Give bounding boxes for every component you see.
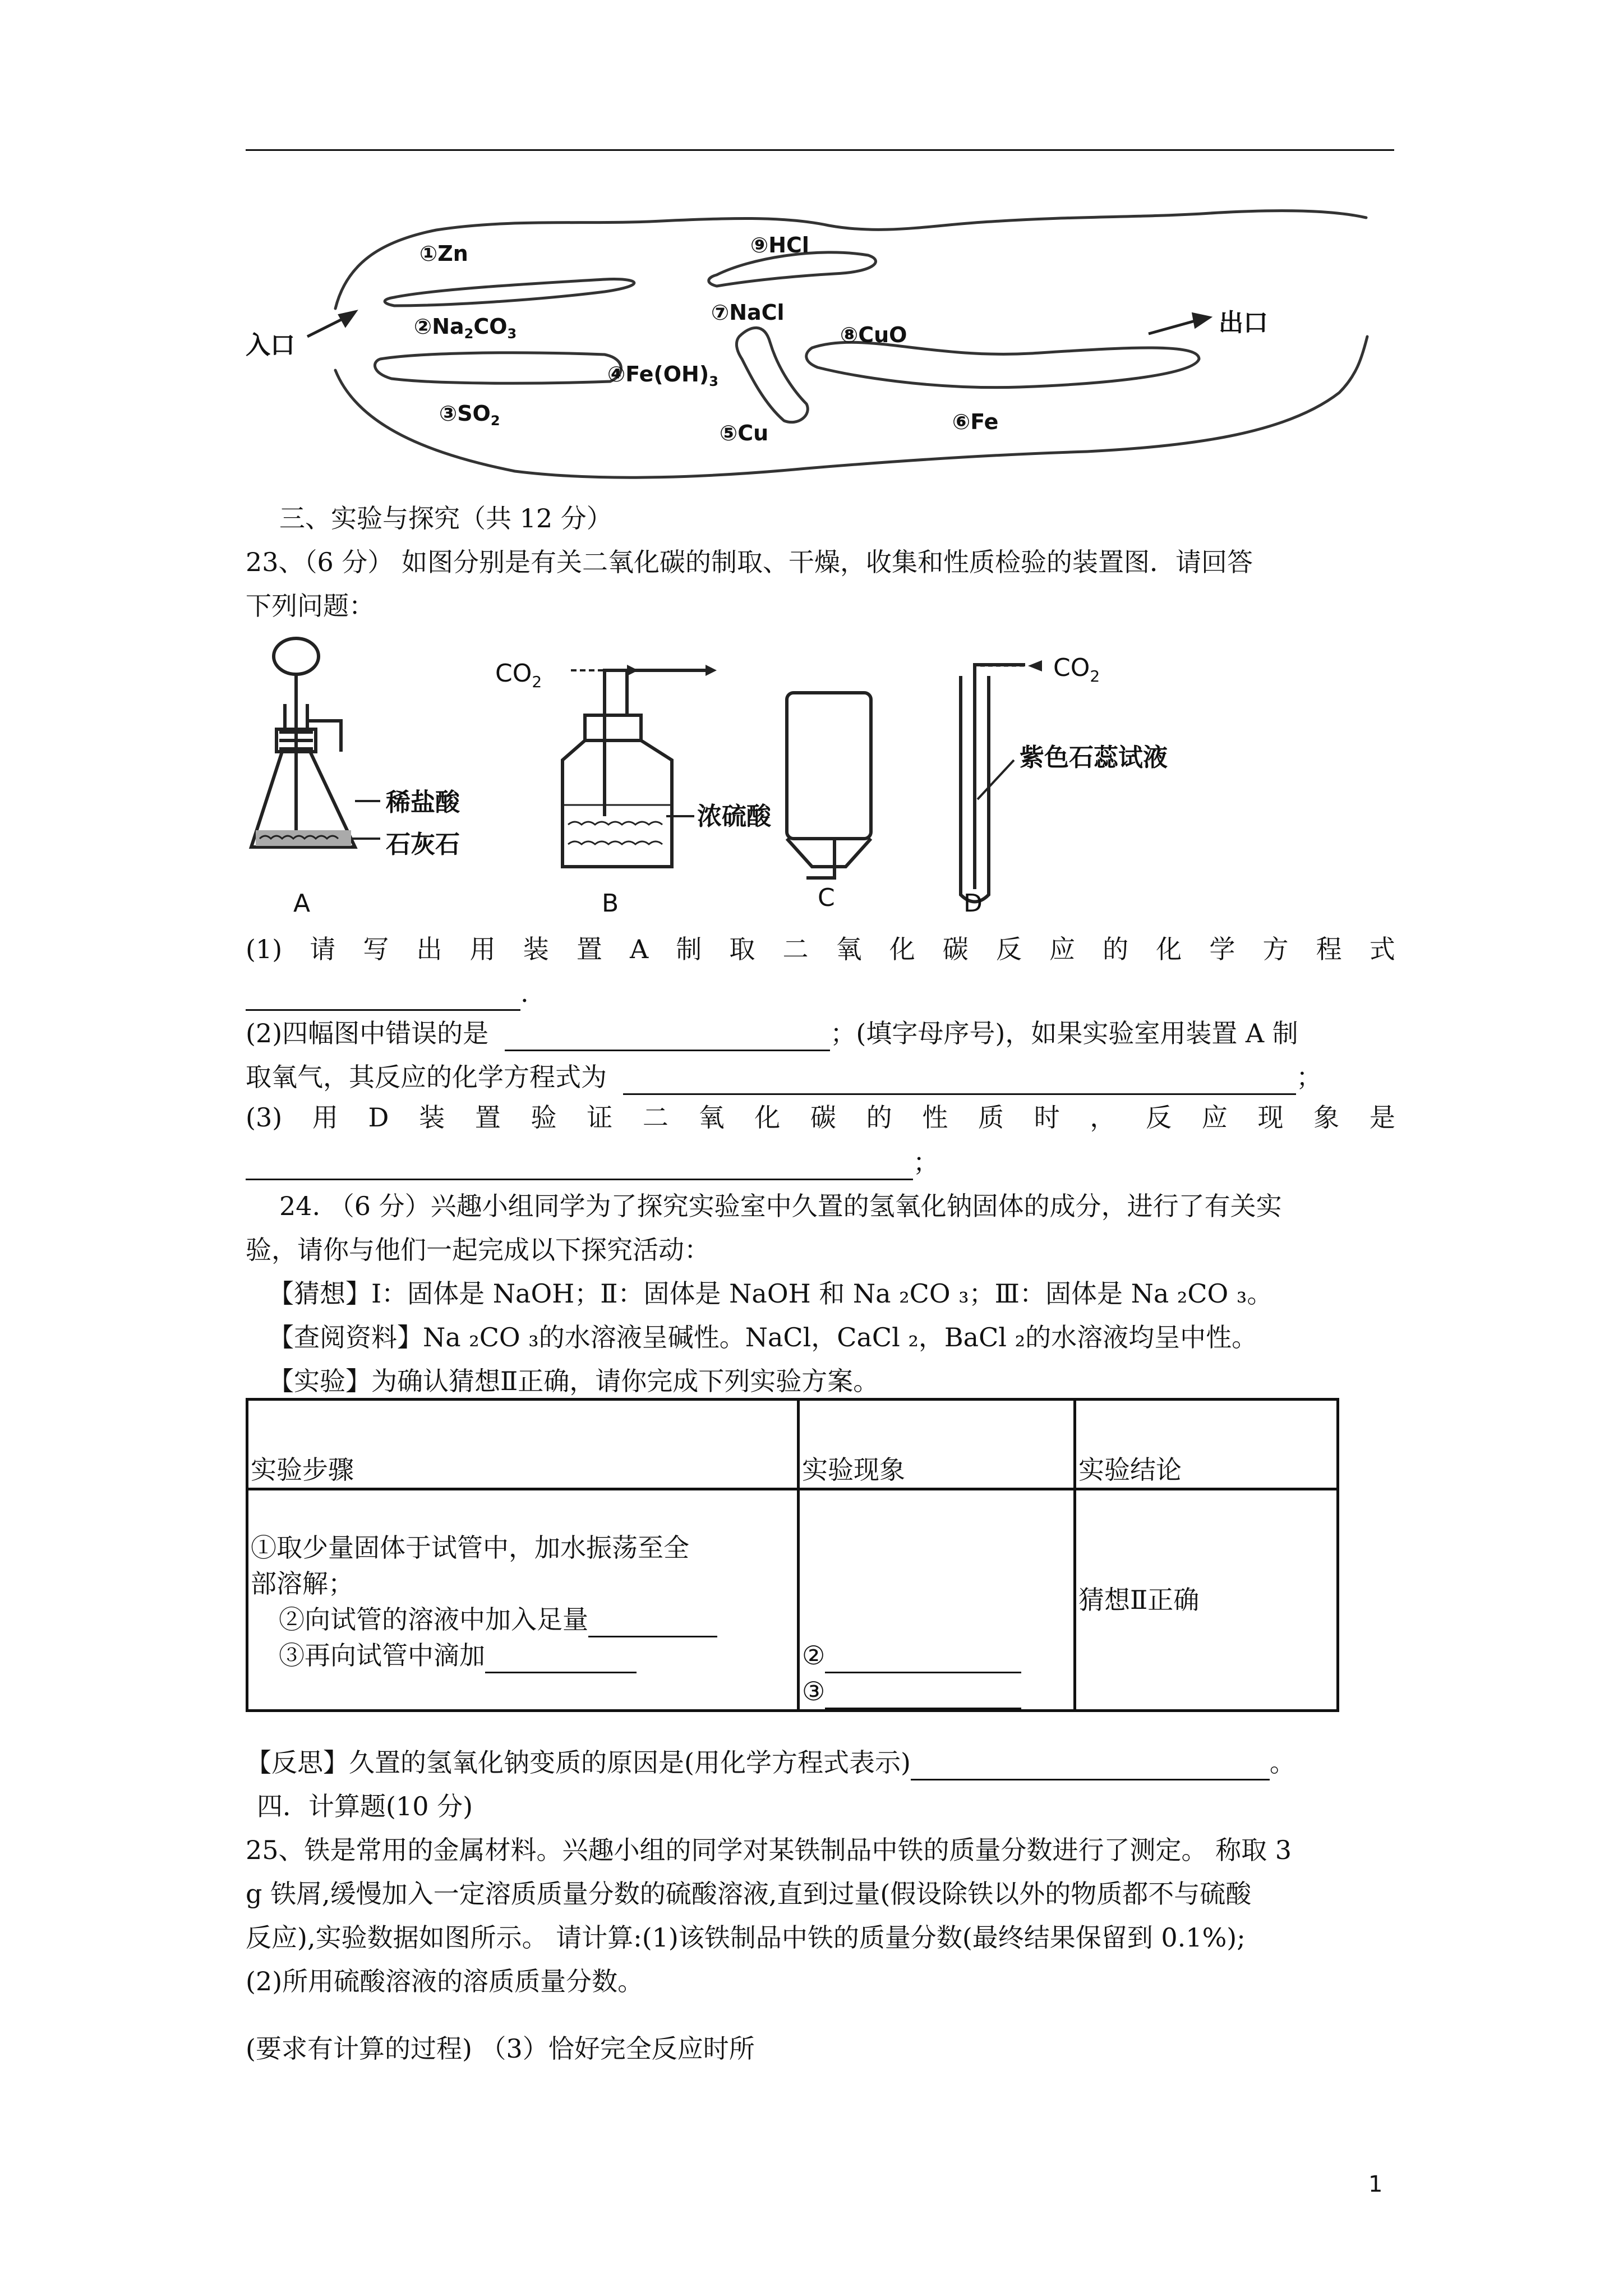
q23-part1-line: (1) 请 写 出 用 装 置 A 制 取 二 氧 化 碳 反 应 的 化 学 方 程 式 [246,934,1395,964]
label-acid: 稀盐酸 [386,788,460,817]
table-cell-observations: ② ③ [799,1489,1075,1711]
section4-title: 四．计算题(10 分) [257,1791,473,1821]
maze-item-8: ⑧CuO [840,323,907,347]
maze-outer-top [335,211,1366,309]
table-header-steps: 实验步骤 [247,1400,799,1489]
table-header-observations: 实验现象 [799,1400,1075,1489]
answer-blank-2[interactable] [505,1022,830,1051]
table-cell-steps: ①取少量固体于试管中，加水振荡至全 部溶解； ②向试管的溶液中加入足量 ③再向试管中滴加 [247,1489,799,1711]
q24-info: 【查阅资料】Na ₂CO ₃的水溶液呈碱性。NaCl，CaCl ₂，BaCl ₂的水溶液均呈中性。 [268,1322,1258,1352]
answer-blank-3[interactable] [623,1065,1296,1095]
page-number: 1 [1368,2171,1383,2197]
maze-exit-label: 出口 [1219,309,1268,337]
table-cell-conclusion: 猜想Ⅱ正确 [1075,1489,1338,1711]
q24-guess: 【猜想】Ⅰ：固体是 NaOH；Ⅱ：固体是 NaOH 和 Na ₂CO ₃；Ⅲ：固体是 Na ₂CO ₃。 [268,1278,1273,1309]
q23-part2-line2: 取氧气，其反应的化学方程式为 ； [246,1059,1322,1095]
answer-blank-7[interactable] [825,1644,1021,1673]
answer-blank-5[interactable] [588,1608,717,1637]
q24-reflect: 【反思】久置的氢氧化钠变质的原因是(用化学方程式表示) 。 [246,1745,1295,1780]
entrance-arrow-line [307,317,347,337]
answer-blank-6[interactable] [485,1644,637,1673]
maze-item-1: ①Zn [419,241,468,266]
exit-arrow-head [1193,314,1209,326]
maze-item-9: ⑨HCl [750,233,809,257]
maze-item-4: $④Fe(OH)_3$ [607,362,718,389]
label-b-co2: $CO_2$ [495,659,542,691]
apparatus-c [787,693,871,878]
experiment-table [246,1398,1339,1712]
q24-line2: 验，请你与他们一起完成以下探究活动： [246,1235,710,1265]
maze-entrance-label: 入口 [246,331,295,360]
label-h2so4: 浓硫酸 [697,802,771,831]
q23-part3-line: (3) 用 D 装 置 验 证 二 氧 化 碳 的 性 质 时 ， 反 应 现 象 是 [246,1102,1395,1133]
q25-line2: g 铁屑,缓慢加入一定溶质质量分数的硫酸溶液,直到过量(假设除铁以外的物质都不与硫酸 [246,1879,1252,1909]
answer-blank-4[interactable] [246,1151,913,1180]
q23-part3-answer-line: ； [246,1144,939,1180]
section3-title: 三、实验与探究（共 12 分） [279,503,612,533]
q23-intro-line1: 23、（6 分） 如图分别是有关二氧化碳的制取、干燥，收集和性质检验的装置图．请回答 [246,547,1253,577]
q25-line4: (2)所用硫酸溶液的溶质质量分数。 [246,1966,644,1996]
answer-blank-1[interactable] [246,981,520,1011]
b-inlet-arrow [627,665,638,676]
maze-figure [246,191,1423,494]
maze-item-3: $③SO_2$ [439,401,500,429]
answer-blank-8[interactable] [825,1680,1021,1709]
answer-blank-9[interactable] [911,1751,1270,1780]
label-d-co2: $CO_2$ [1053,654,1100,685]
label-d: D [963,889,983,918]
label-c: C [818,884,835,912]
co2-apparatus-figure [246,631,1255,923]
b-outlet-arrow [706,665,717,676]
maze-item-2: $②Na_2CO_3$ [414,314,517,342]
q25-line3: 反应),实验数据如图所示。 请计算:(1)该铁制品中铁的质量分数(最终结果保留到 0.1%); [246,1922,1246,1953]
q25-line5: (要求有计算的过程) （3）恰好完全反应时所 [246,2033,755,2064]
apparatus-d [961,665,1025,902]
header-rule [246,149,1394,151]
exit-arrow-line [1149,320,1199,334]
q23-intro-line2: 下列问题： [246,591,375,621]
q23-part1-answer-line: . [246,975,529,1011]
apparatus-b [562,670,706,867]
label-stone: 石灰石 [386,830,460,859]
q24-experiment: 【实验】为确认猜想Ⅱ正确，请你完成下列实验方案。 [268,1366,879,1396]
q25-line1: 25、铁是常用的金属材料。兴趣小组的同学对某铁制品中铁的质量分数进行了测定。 称取 3 [246,1835,1292,1865]
label-a: A [293,889,311,918]
maze-island-2 [375,353,621,384]
maze-island-4 [736,328,808,422]
maze-item-5: ⑤Cu [720,421,769,445]
table-header-conclusion: 实验结论 [1075,1400,1338,1489]
entrance-arrow-head [340,312,355,325]
q23-part2-line1: (2)四幅图中错误的是 ；(填字母序号)，如果实验室用装置 A 制 [246,1015,1298,1051]
maze-island-1 [385,279,634,306]
maze-island-5 [806,342,1199,387]
label-litmus: 紫色石蕊试液 [1020,743,1168,772]
maze-item-6: ⑥Fe [952,409,999,434]
maze-item-7: ⑦NaCl [711,300,785,325]
d-inlet-arrow [1028,660,1042,671]
label-b: B [602,889,619,918]
q24-line1: 24. （6 分）兴趣小组同学为了探究实验室中久置的氢氧化钠固体的成分，进行了有关实 [279,1191,1282,1221]
apparatus-a [251,638,380,847]
